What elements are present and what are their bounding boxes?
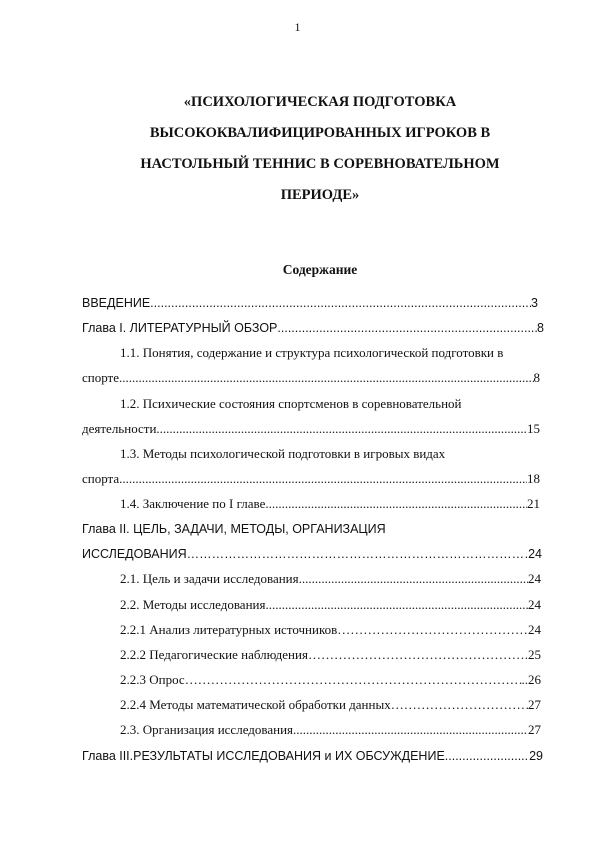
toc-leader-dots xyxy=(308,644,525,666)
toc-entry-page: 21 xyxy=(527,496,540,511)
toc-entry-text: 2.2.3 Опрос xyxy=(120,672,185,687)
toc-entry-2-2-1[interactable] xyxy=(120,619,541,641)
toc-entry-text: ВВЕДЕНИЕ xyxy=(82,296,151,310)
toc-entry-page: 27 xyxy=(528,697,541,712)
toc-entry-1-3[interactable] xyxy=(82,468,540,490)
toc-entry-1-4[interactable] xyxy=(120,493,540,515)
toc-entry-page: 24 xyxy=(528,571,541,586)
toc-entry-text: 2.2.4 Методы математической обработки данных xyxy=(120,697,391,712)
toc-leader-dots xyxy=(445,745,529,767)
toc-leader-dots xyxy=(156,418,527,440)
toc-entry-1-1[interactable] xyxy=(82,367,540,389)
toc-entry-text: деятельности xyxy=(82,421,157,436)
title-line: ВЫСОКОКВАЛИФИЦИРОВАННЫХ ИГРОКОВ В xyxy=(149,125,491,141)
toc-entry-chapter-3[interactable] xyxy=(82,745,543,767)
toc-entry-text: ИССЛЕДОВАНИЯ xyxy=(82,547,187,561)
toc-entry-text: спорте xyxy=(82,370,120,385)
page-number: 1 xyxy=(294,20,301,34)
document-title xyxy=(80,87,560,211)
toc-entry-page: 24 xyxy=(528,547,542,561)
toc-entry-chapter-1[interactable] xyxy=(82,317,544,339)
toc-entry-chapter-2[interactable] xyxy=(82,543,542,565)
toc-entry-text: 2.3. Организация исследования xyxy=(120,722,294,737)
toc-leader-dots xyxy=(119,468,527,490)
toc-entry-text: 1.4. Заключение по I главе xyxy=(120,496,266,511)
toc-entry-page: 18 xyxy=(527,471,540,486)
toc-entry-text: 2.2.2 Педагогические наблюдения xyxy=(120,647,308,662)
toc-entry-text: Глава I. ЛИТЕРАТУРНЫЙ ОБЗОР xyxy=(82,321,278,335)
toc-leader-dots xyxy=(391,694,528,716)
toc-entry-2-2[interactable] xyxy=(120,594,541,616)
toc-leader-dots xyxy=(187,543,528,565)
toc-entry-2-2-2[interactable] xyxy=(120,644,541,666)
toc-leader-dots xyxy=(337,619,528,641)
toc-entry-text: Глава III.РЕЗУЛЬТАТЫ ИССЛЕДОВАНИЯ и ИХ ОБСУЖДЕНИЕ xyxy=(82,749,445,763)
toc-entry-page: ..26 xyxy=(521,672,541,687)
toc-entry-page: 29 xyxy=(529,749,543,763)
toc-entry-page: 24 xyxy=(528,597,541,612)
toc-entry-chapter-2-text[interactable]: Глава II. ЦЕЛЬ, ЗАДАЧИ, МЕТОДЫ, ОРГАНИЗАЦИЯ xyxy=(82,522,386,536)
toc-entry-1-2-text[interactable]: 1.2. Психические состояния спортсменов в соревновательной xyxy=(120,396,462,411)
toc-entry-page: 8 xyxy=(533,370,540,385)
title-line: НАСТОЛЬНЫЙ ТЕННИС В СОРЕВНОВАТЕЛЬНОМ xyxy=(140,156,500,172)
toc-entry-2-2-4[interactable] xyxy=(120,694,541,716)
toc-leader-dots xyxy=(293,719,528,741)
toc-entry-page: 15 xyxy=(527,421,540,436)
toc-leader-dots xyxy=(299,568,528,590)
toc-leader-dots xyxy=(277,317,537,339)
toc-entry-introduction[interactable] xyxy=(82,292,538,314)
toc-entry-1-2[interactable] xyxy=(82,418,540,440)
toc-entry-text: 2.2.1 Анализ литературных источников xyxy=(120,622,338,637)
toc-entry-text: 2.2. Методы исследования xyxy=(120,597,266,612)
title-line: «ПСИХОЛОГИЧЕСКАЯ ПОДГОТОВКА xyxy=(183,94,457,110)
toc-entry-1-3-text[interactable]: 1.3. Методы психологической подготовки в игровых видах xyxy=(120,446,446,461)
toc-entry-text: 2.1. Цель и задачи исследования xyxy=(120,571,299,586)
toc-entry-2-1[interactable] xyxy=(120,568,541,590)
toc-entry-1-1-text[interactable]: 1.1. Понятия, содержание и структура психологической подготовки в xyxy=(120,345,504,360)
toc-entry-page: 27 xyxy=(528,722,541,737)
toc-entry-page: 3 xyxy=(531,296,538,310)
toc-heading: Содержание xyxy=(282,262,358,277)
toc-leader-dots xyxy=(265,493,527,515)
toc-entry-page: 24 xyxy=(528,622,541,637)
toc-leader-dots xyxy=(265,594,528,616)
toc-leader-dots xyxy=(119,367,533,389)
toc-entry-2-3[interactable] xyxy=(120,719,541,741)
toc-leader-dots xyxy=(185,669,522,691)
toc-entry-page: .25 xyxy=(524,647,541,662)
title-line: ПЕРИОДЕ» xyxy=(280,187,360,203)
toc-entry-2-2-3[interactable] xyxy=(120,669,541,691)
toc-entry-text: спорта xyxy=(82,471,120,486)
toc-leader-dots xyxy=(150,292,531,314)
toc-entry-page: 8 xyxy=(537,321,544,335)
